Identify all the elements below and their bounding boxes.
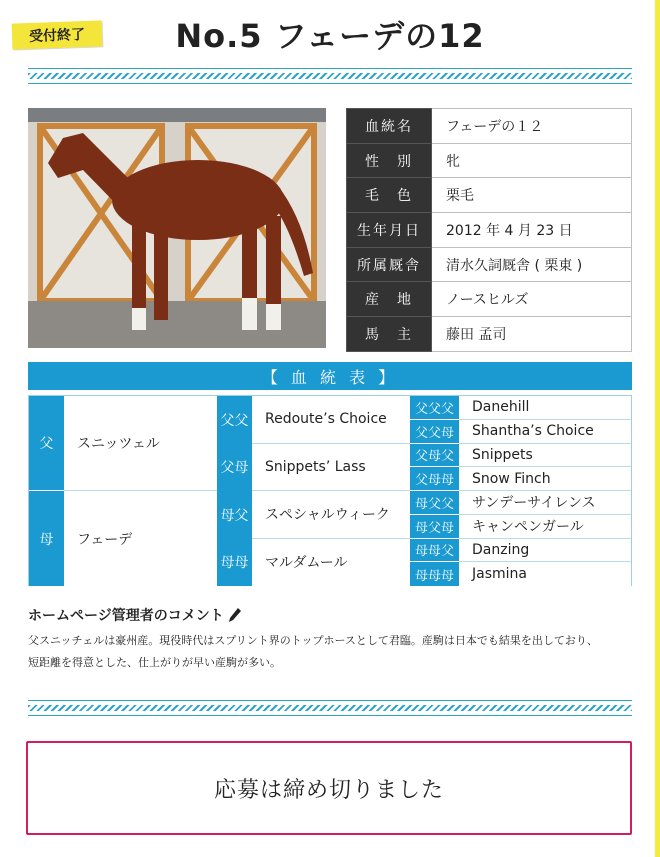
pedigree-gen2-name: マルダムール — [252, 539, 410, 587]
info-value: 藤田 孟司 — [432, 317, 632, 352]
info-row-birthdate — [347, 213, 632, 248]
pedigree-gen3-label: 母母父 — [410, 539, 459, 563]
info-label: 毛 色 — [347, 178, 432, 213]
decorative-divider-bottom — [28, 700, 632, 716]
pedigree-gen3-name: Snippets — [459, 444, 631, 468]
pedigree-gen3-label: 父母母 — [410, 467, 459, 491]
info-row-owner — [347, 317, 632, 352]
horse-info-table — [346, 108, 632, 352]
pedigree-dam-name: フェーデ — [64, 491, 217, 586]
info-row-sex — [347, 143, 632, 178]
info-value: 栗毛 — [432, 178, 632, 213]
info-value: ノースヒルズ — [432, 282, 632, 317]
info-value: フェーデの１２ — [432, 109, 632, 144]
info-label: 所属厩舎 — [347, 247, 432, 282]
info-value: 2012 年 4 月 23 日 — [432, 213, 632, 248]
comment-body — [28, 630, 648, 674]
pedigree-gen2-label: 母母 — [217, 539, 252, 587]
pedigree-gen3-name: Jasmina — [459, 562, 631, 586]
pedigree-gen3-name: Danehill — [459, 396, 631, 420]
comment-heading-text: ホームページ管理者のコメント — [28, 608, 224, 624]
pedigree-gen2-label: 父父 — [217, 396, 252, 444]
side-accent-bar — [655, 0, 660, 857]
pedigree-gen3-label: 父母父 — [410, 444, 459, 468]
pedigree-gen3-label: 母父父 — [410, 491, 459, 515]
pedigree-gen3-name: サンデーサイレンス — [459, 491, 631, 515]
horse-photo — [28, 108, 326, 348]
info-row-stable — [347, 247, 632, 282]
pedigree-gen3-name: Shantha’s Choice — [459, 420, 631, 444]
pedigree-header: 【 血 統 表 】 — [28, 362, 632, 390]
comment-line: 短距離を得意とした、仕上がりが早い産駒が多い。 — [28, 656, 281, 669]
pedigree-gen2-name: Snippets’ Lass — [252, 444, 410, 492]
comment-heading — [28, 605, 242, 625]
pedigree-gen3-name: Snow Finch — [459, 467, 631, 491]
application-closed-notice: 応募は締め切りました — [26, 741, 632, 835]
info-value: 牝 — [432, 143, 632, 178]
pedigree-sire-label: 父 — [29, 396, 64, 491]
pedigree-table — [28, 395, 632, 586]
info-label: 生年月日 — [347, 213, 432, 248]
info-label: 馬 主 — [347, 317, 432, 352]
pedigree-gen3-label: 母母母 — [410, 562, 459, 586]
pedigree-gen2-name: スペシャルウィーク — [252, 491, 410, 539]
pedigree-gen2-label: 母父 — [217, 491, 252, 539]
pedigree-sire-name: スニッツェル — [64, 396, 217, 491]
pedigree-gen3-name: キャンペンガール — [459, 515, 631, 539]
pedigree-gen2-label: 父母 — [217, 444, 252, 492]
pencil-icon — [228, 607, 242, 623]
info-label: 血統名 — [347, 109, 432, 144]
info-value: 清水久詞厩舎 ( 栗東 ) — [432, 247, 632, 282]
pedigree-gen3-name: Danzing — [459, 539, 631, 563]
pedigree-gen3-label: 母父母 — [410, 515, 459, 539]
comment-line: 父スニッチェルは豪州産。現役時代はスプリント界のトップホースとして君臨。産駒は日本でも結果を出しており、 — [28, 634, 598, 647]
page-title: No.5 フェーデの12 — [175, 17, 485, 55]
horse-photo-illustration — [28, 108, 326, 348]
info-row-coat — [347, 178, 632, 213]
status-badge: 受付終了 — [12, 20, 103, 49]
pedigree-dam-label: 母 — [29, 491, 64, 586]
pedigree-gen2-name: Redoute’s Choice — [252, 396, 410, 444]
decorative-divider-top — [28, 68, 632, 84]
pedigree-gen3-label: 父父母 — [410, 420, 459, 444]
info-row-bloodline — [347, 109, 632, 144]
info-label: 性 別 — [347, 143, 432, 178]
info-label: 産 地 — [347, 282, 432, 317]
pedigree-gen3-label: 父父父 — [410, 396, 459, 420]
info-row-origin — [347, 282, 632, 317]
